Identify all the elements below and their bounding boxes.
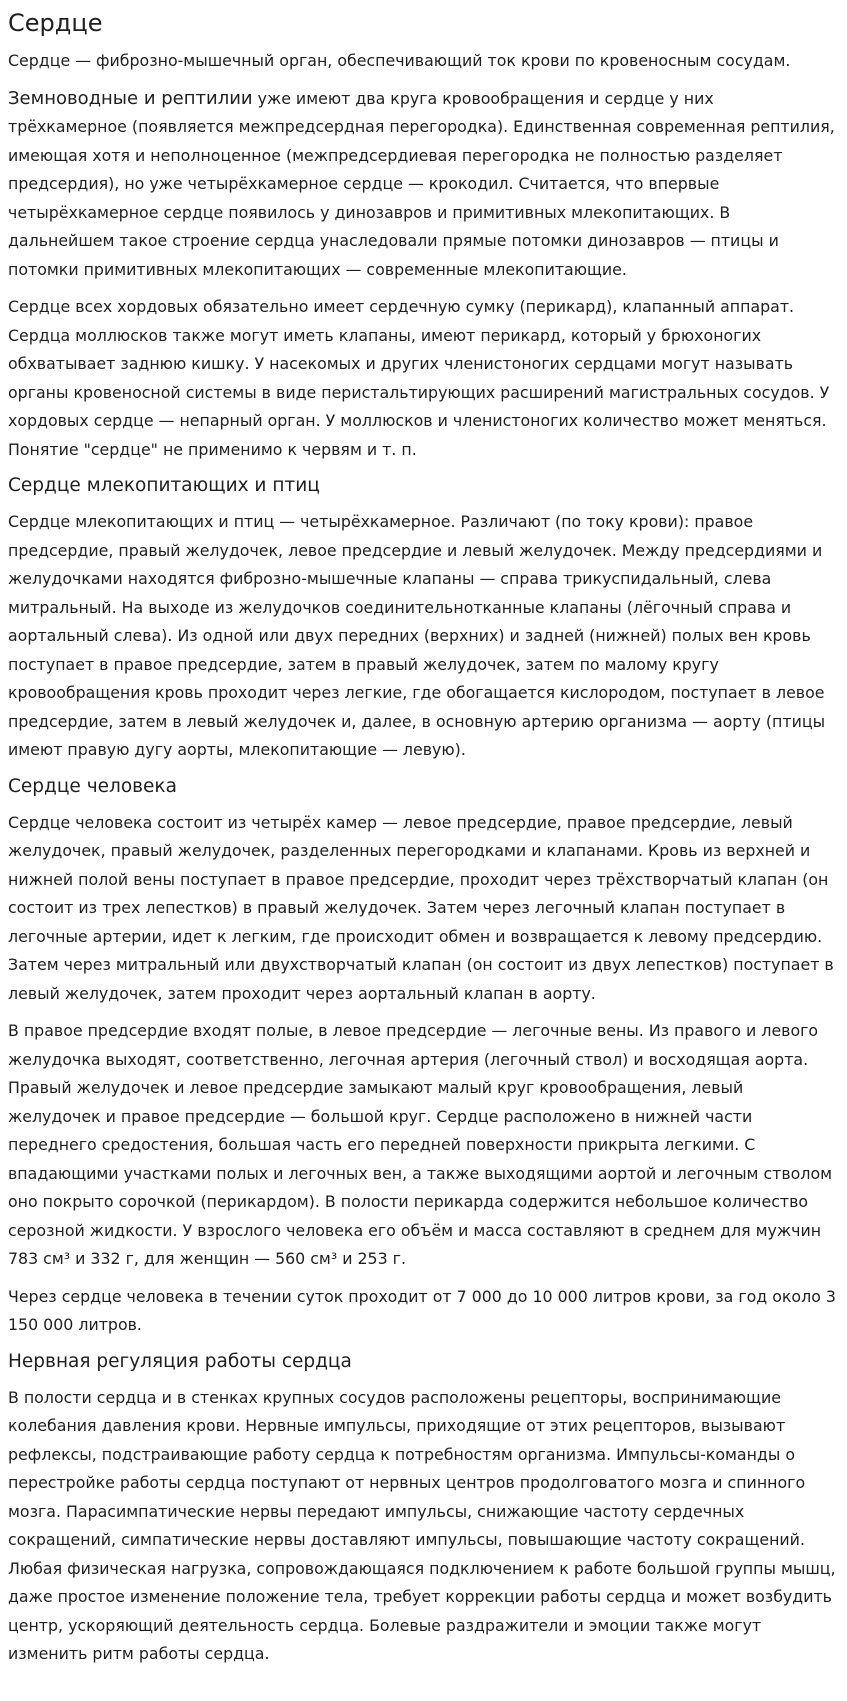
intro-paragraph: Сердце — фиброзно-мышечный орган, обеспечивающий ток крови по кровеносным сосудам. [8, 51, 791, 70]
chordates-paragraph: Сердце всех хордовых обязательно имеет сердечную сумку (перикард), клапанный аппарат. Сердца моллюсков также могут иметь клапаны, имеют перикард, который у брюхоногих обхватывает заднюю кишку. У насекомых и других членистоногих сердцами могут называть органы кровеносной системы в виде перистальтирующих расширений магистральных сосудов. У хордовых сердце — непарный орган. У моллюсков и членистоногих количество может меняться. Понятие "сердце" не применимо к червям и т. п. [8, 297, 830, 459]
section-heading-nervous: Нервная регуляция работы сердца [8, 1350, 352, 1372]
evolution-text: уже имеют два круга кровообращения и сердце у них трёхкамерное (появляется межпредсердная перегородка). Единственная современная рептилия, имеющая хотя и неполноценное (межпредсердиевая перегородка не полностью разделяет предсердия), но уже четырёхкамерное сердце — крокодил. Считается, что впервые четырёхкамерное сердце появилось у динозавров и примитивных млекопитающих. В дальнейшем такое строение сердца унаследовали прямые потомки динозавров — птицы и потомки примитивных млекопитающих — современные млекопитающие. [8, 88, 835, 279]
nervous-paragraph: В полости сердца и в стенках крупных сосудов расположены рецепторы, воспринимающие колебания давления крови. Нервные импульсы, приходящие от этих рецепторов, вызывают рефлексы, подстраивающие работу сердца к потребностям организма. Импульсы-команды о перестройке работы сердца поступают от нервных центров продолговатого мозга и спинного мозга. Парасимпатические нервы передают импульсы, снижающие частоту сердечных сокращений, симпатические нервы доставляют импульсы, повышающие частоту сокращений. Любая физическая нагрузка, сопровождающаяся подключением к работе большой группы мышц, даже простое изменение положение тела, требует коррекции работы сердца и может возбудить центр, ускоряющий деятельность сердца. Болевые раздражители и эмоции также могут изменить ритм работы сердца. [8, 1387, 836, 1663]
section-heading-human: Сердце человека [8, 775, 177, 797]
section-heading-mammals: Сердце млекопитающих и птиц [8, 475, 320, 496]
page-title: Сердце [8, 9, 103, 37]
human-paragraph-1: Сердце человека состоит из четырёх камер — левое предсердие, правое предсердие, левый желудочек, правый желудочек, разделенных перегородками и клапанами. Кровь из верхней и нижней полой вены поступает в правое предсердие, проходит через трёхстворчатый клапан (он состоит из трех лепестков) в правый желудочек. Затем через легочный клапан поступает в легочные артерии, идет к легким, где происходит обмен и возвращается к левому предсердию. Затем через митральный или двухстворчатый клапан (он состоит из двух лепестков) поступает в левый желудочек, затем проходит через аортальный клапан в аорту. [8, 812, 834, 1003]
human-paragraph-3: Через сердце человека в течении суток проходит от 7 000 до 10 000 литров крови, за год около 3 150 000 литров. [8, 1286, 836, 1334]
evolution-paragraph [8, 85, 837, 285]
human-paragraph-2: В правое предсердие входят полые, в левое предсердие — легочные вены. Из правого и левого желудочка выходят, соответственно, легочная артерия (легочный ствол) и восходящая аорта. Правый желудочек и левое предсердие замыкают малый круг кровообращения, левый желудочек и правое предсердие — большой круг. Сердце расположено в нижней части переднего средостения, большая часть его передней поверхности прикрыта легкими. С впадающими участками полых и легочных вен, а также выходящими аортой и легочным стволом оно покрыто сорочкой (перикардом). В полости перикарда содержится небольшое количество серозной жидкости. У взрослого человека его объём и масса составляют в среднем для мужчин 783 см³ и 332 г, для женщин — 560 см³ и 253 г. [8, 1021, 833, 1268]
evolution-lead: Земноводные и рептилии [8, 87, 253, 109]
mammals-paragraph: Сердце млекопитающих и птиц — четырёхкамерное. Различают (по току крови): правое предсердие, правый желудочек, левое предсердие и левый желудочек. Между предсердиями и желудочками находятся фиброзно-мышечные клапаны — справа трикуспидальный, слева митральный. На выходе из желудочков соединительнотканные клапаны (лёгочный справа и аортальный слева). Из одной или двух передних (верхних) и задней (нижней) полых вен кровь поступает в правое предсердие, затем в правый желудочек, затем по малому кругу кровообращения кровь проходит через легкие, где обогащается кислородом, поступает в левое предсердие, затем в левый желудочек и, далее, в основную артерию организма — аорту (птицы имеют правую дугу аорты, млекопитающие — левую). [8, 512, 826, 759]
